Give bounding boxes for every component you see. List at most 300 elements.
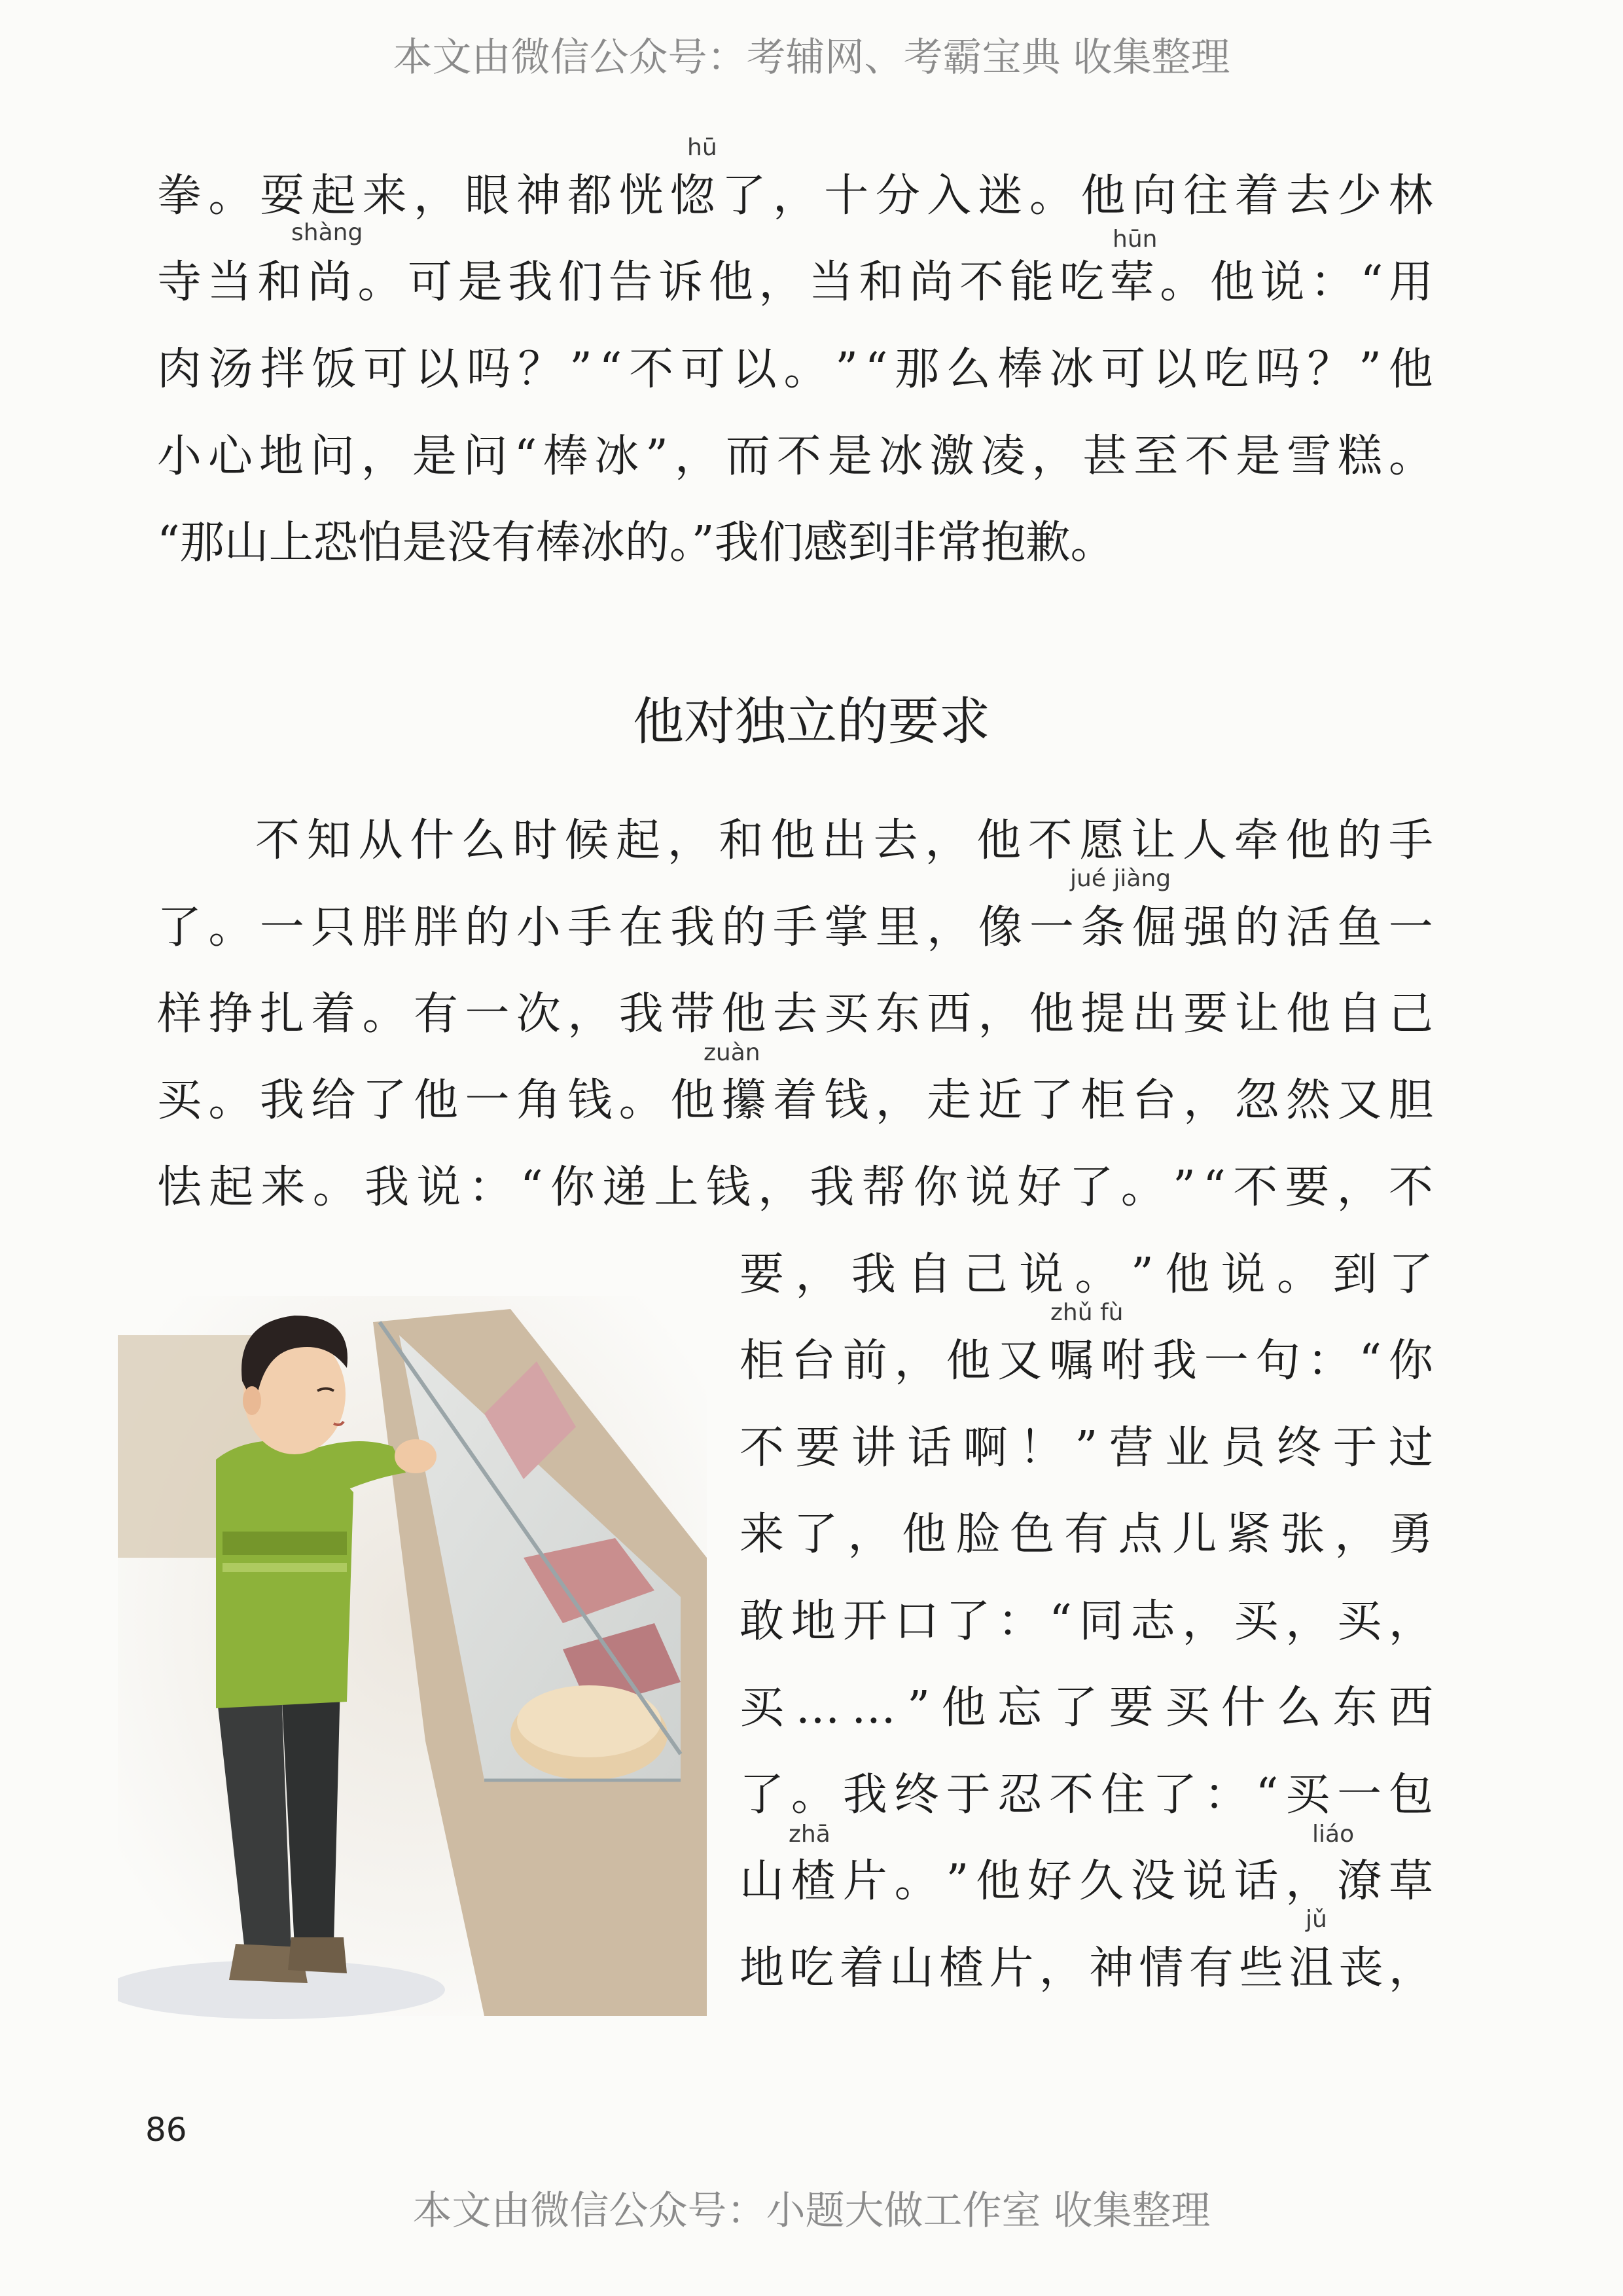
char: ，	[875, 1075, 920, 1126]
char: 草	[1388, 1856, 1433, 1907]
char: 时	[512, 815, 558, 867]
char: 忍	[997, 1769, 1043, 1821]
char: ，	[1336, 1162, 1382, 1213]
char: 山	[740, 1856, 785, 1907]
char: 扎	[259, 988, 304, 1040]
char: 张	[1280, 1509, 1325, 1560]
char: 用	[1388, 257, 1433, 308]
char: 条	[1080, 902, 1126, 954]
char: 帮	[861, 1162, 906, 1213]
char: 要	[740, 1249, 785, 1300]
char: 问	[310, 431, 355, 482]
char: 西	[1388, 1682, 1433, 1734]
char: 去	[772, 988, 817, 1040]
char: 了	[1152, 1769, 1197, 1821]
text-line-19	[740, 1936, 1433, 2001]
char: ”	[1359, 344, 1382, 395]
char: 要	[795, 1422, 840, 1474]
char: 神	[516, 170, 561, 222]
char: 你	[550, 1162, 595, 1213]
char: 上	[654, 1162, 699, 1213]
char: 他	[670, 1075, 715, 1126]
char: 。	[208, 170, 253, 222]
pinyin-hun: hūn	[1113, 226, 1158, 253]
char: “	[865, 344, 888, 395]
char: 次	[516, 988, 561, 1040]
char: 来	[740, 1509, 785, 1560]
char: 小	[516, 902, 561, 954]
char: 又	[1337, 1075, 1382, 1126]
char: 尚	[307, 257, 352, 308]
char: 能	[1009, 257, 1054, 308]
char: 一	[1029, 902, 1074, 954]
text-line-7	[157, 895, 1433, 961]
char: ”	[1075, 1422, 1098, 1474]
text-line-3	[157, 337, 1433, 403]
char: ”	[1173, 1162, 1196, 1213]
char: 棒	[543, 431, 588, 482]
char: 以	[1152, 344, 1198, 395]
char: 他	[946, 1335, 991, 1387]
char: 地	[259, 431, 304, 482]
char: 掌	[824, 902, 869, 954]
char: 激	[929, 431, 974, 482]
char: 。	[362, 988, 407, 1040]
char: 耍	[259, 170, 304, 222]
char: 少	[1337, 170, 1382, 222]
char: 自	[907, 1249, 952, 1300]
char: 一	[259, 902, 304, 954]
char: 地	[740, 1943, 785, 1994]
char: 片	[842, 1856, 887, 1907]
char: 人	[1182, 815, 1227, 867]
char: 台	[791, 1335, 836, 1387]
char: 志	[1130, 1596, 1175, 1647]
char: 带	[670, 988, 715, 1040]
char: 敢	[740, 1596, 785, 1647]
char: ，	[1388, 1943, 1433, 1994]
char: 买	[1337, 1596, 1382, 1647]
char: 东	[875, 988, 920, 1040]
char: 入	[927, 170, 972, 222]
char: 楂	[791, 1856, 836, 1907]
pinyin-ju: jǔ	[1306, 1906, 1327, 1933]
pinyin-liao: liáo	[1312, 1821, 1355, 1848]
char: 点	[1118, 1509, 1163, 1560]
char: 钱	[824, 1075, 869, 1126]
char: 话	[907, 1422, 952, 1474]
char: 拳	[157, 170, 202, 222]
char: 汤	[208, 344, 253, 395]
char: 我	[670, 902, 715, 954]
char: ，	[772, 170, 817, 222]
char: 在	[618, 902, 664, 954]
char: 了	[1069, 1162, 1114, 1213]
char: 小	[157, 431, 202, 482]
char: 前	[842, 1335, 887, 1387]
char: ，	[1182, 1596, 1227, 1647]
char: 情	[1139, 1943, 1184, 1994]
char: 吃	[789, 1943, 834, 1994]
char: 鱼	[1337, 902, 1382, 954]
text-line-17	[740, 1763, 1433, 1828]
char: 不	[255, 815, 300, 867]
char: ！	[1019, 1422, 1064, 1474]
char: 肉	[157, 344, 202, 395]
pinyin-hu: hū	[687, 134, 717, 161]
char: 去	[1285, 170, 1330, 222]
text-line-15	[740, 1589, 1433, 1655]
char: 买	[824, 988, 869, 1040]
char: 久	[1079, 1856, 1124, 1907]
char: 句	[1255, 1335, 1300, 1387]
char: 说	[1221, 1249, 1266, 1300]
char: ，	[1285, 1596, 1330, 1647]
char: 我	[842, 1769, 887, 1821]
char: 的	[721, 902, 766, 954]
char: 买	[1234, 1596, 1279, 1647]
pinyin-shang: shàng	[291, 219, 363, 246]
text-line-2	[157, 250, 1433, 315]
char: “	[1203, 1162, 1226, 1213]
char: 着	[839, 1943, 884, 1994]
char: 神	[1089, 1943, 1134, 1994]
char: ，	[1285, 1856, 1330, 1907]
char: 来	[362, 170, 407, 222]
char: 什	[410, 815, 455, 867]
char: 己	[1388, 988, 1433, 1040]
char: 没	[1130, 1856, 1175, 1907]
char: 楂	[939, 1943, 984, 1994]
char: 不	[959, 257, 1004, 308]
char: 的	[1234, 902, 1279, 954]
char: 好	[1017, 1162, 1062, 1213]
char: 告	[608, 257, 653, 308]
char: 色	[1010, 1509, 1055, 1560]
char: 勇	[1388, 1509, 1433, 1560]
char: 分	[875, 170, 920, 222]
text-line-9	[157, 1068, 1433, 1134]
char: 来	[260, 1162, 306, 1213]
char: 要	[1109, 1682, 1154, 1734]
char: 钱	[567, 1075, 613, 1126]
char: 角	[516, 1075, 561, 1126]
char: 可	[408, 257, 453, 308]
page-number: 86	[145, 2111, 187, 2149]
text-line-6	[255, 808, 1433, 874]
text-line-14	[740, 1502, 1433, 1568]
char: 而	[725, 431, 770, 482]
char: 。	[1029, 170, 1074, 222]
text-line-11	[740, 1242, 1433, 1308]
char: 买	[1165, 1682, 1210, 1734]
char: 些	[1238, 1943, 1283, 1994]
char: 活	[1285, 902, 1330, 954]
char: 于	[1332, 1422, 1378, 1474]
char: 拌	[260, 344, 305, 395]
char: 挣	[208, 988, 253, 1040]
char: ”	[569, 344, 592, 395]
char: 林	[1388, 170, 1433, 222]
char: ，	[927, 902, 972, 954]
char: 当	[207, 257, 252, 308]
char: 要	[1285, 1162, 1330, 1213]
char: 和	[859, 257, 904, 308]
char: “	[599, 344, 622, 395]
char: 可	[1101, 344, 1146, 395]
char: 向	[1132, 170, 1177, 222]
char: 冰	[594, 431, 639, 482]
char: 不	[1185, 431, 1230, 482]
char: “	[1255, 1769, 1279, 1821]
char: 丧	[1338, 1943, 1383, 1994]
char: 。	[791, 1769, 836, 1821]
text-line-12	[740, 1329, 1433, 1394]
char: 终	[1276, 1422, 1321, 1474]
text-line-5	[157, 511, 1283, 576]
char: 一	[465, 988, 510, 1040]
char: 起	[616, 815, 661, 867]
char: 。	[1075, 1249, 1120, 1300]
char: 他	[1080, 170, 1126, 222]
char: 包	[1388, 1769, 1433, 1821]
char: 起	[209, 1162, 254, 1213]
char: 了	[1029, 1075, 1074, 1126]
char: ？	[1307, 344, 1352, 395]
char: 是	[1236, 431, 1281, 482]
char: 不	[1388, 1162, 1433, 1213]
char: 。	[618, 1075, 664, 1126]
char: 你	[1388, 1335, 1433, 1387]
char: 和	[719, 815, 764, 867]
char: ，	[414, 170, 459, 222]
char: 棒	[997, 344, 1043, 395]
char: 住	[1101, 1769, 1146, 1821]
char: 诉	[658, 257, 704, 308]
char: 。	[1160, 257, 1205, 308]
char: ，	[894, 1335, 939, 1387]
char: ，	[674, 431, 719, 482]
char: ”	[1130, 1249, 1154, 1300]
char: 啊	[963, 1422, 1008, 1474]
watermark-bottom: 本文由微信公众号：小题大做工作室 收集整理	[412, 2188, 1211, 2234]
text-line-8	[157, 982, 1433, 1047]
char: 忽	[1234, 1075, 1279, 1126]
section-title: 他对独立的要求	[632, 692, 990, 751]
char: 话	[1234, 1856, 1279, 1907]
watermark-top: 本文由微信公众号：考辅网、考霸宝典 收集整理	[393, 35, 1230, 81]
char: 眼	[465, 170, 510, 222]
char: 不	[740, 1422, 785, 1474]
char: 不	[776, 431, 821, 482]
pinyin-juejiang: jué jiàng	[1070, 865, 1171, 892]
char: 从	[358, 815, 403, 867]
char: 说	[416, 1162, 461, 1213]
char: 买	[1285, 1769, 1330, 1821]
char: 迷	[978, 170, 1023, 222]
char: 终	[894, 1769, 939, 1821]
char: 胖	[414, 902, 459, 954]
char: 出	[1132, 988, 1177, 1040]
char: 业	[1165, 1422, 1210, 1474]
char: ”	[907, 1682, 931, 1734]
char: 我	[810, 1162, 855, 1213]
char: 凌	[980, 431, 1026, 482]
char: 以	[732, 344, 777, 395]
char: 让	[1131, 815, 1176, 867]
char: 了	[157, 902, 202, 954]
line-text: “那山上恐怕是没有棒冰的。”我们感到非常抱歉。	[157, 517, 1115, 569]
char: 心	[207, 431, 253, 482]
char: ，	[361, 431, 406, 482]
char: 强	[1183, 902, 1228, 954]
char: 他	[721, 988, 766, 1040]
char: 我	[851, 1249, 896, 1300]
char: 可	[680, 344, 725, 395]
pinyin-zuan: zuàn	[704, 1039, 760, 1066]
char: 的	[465, 902, 510, 954]
char: ：	[1307, 1335, 1352, 1387]
char: 他	[976, 1856, 1021, 1907]
char: 都	[567, 170, 613, 222]
char: 忘	[997, 1682, 1042, 1734]
char: 么	[946, 344, 991, 395]
char: 去	[873, 815, 918, 867]
char: 们	[558, 257, 603, 308]
char: 至	[1133, 431, 1179, 482]
char: 台	[1132, 1075, 1177, 1126]
char: 柜	[1080, 1075, 1126, 1126]
char: 么	[461, 815, 506, 867]
char: 他	[976, 815, 1022, 867]
char: 说	[1260, 257, 1305, 308]
char: 和	[257, 257, 302, 308]
char: 倔	[1132, 902, 1177, 954]
char: 。	[1388, 431, 1433, 482]
char: 同	[1079, 1596, 1124, 1647]
char: 给	[311, 1075, 356, 1126]
char: ？	[518, 344, 563, 395]
char: 吗	[1255, 344, 1300, 395]
char: ，	[1039, 1943, 1084, 1994]
char: 好	[1027, 1856, 1072, 1907]
char: 一	[465, 1075, 510, 1126]
char: 东	[1332, 1682, 1378, 1734]
char: 。	[208, 1075, 253, 1126]
char: 甚	[1082, 431, 1128, 482]
char: 什	[1221, 1682, 1266, 1734]
char: ”	[645, 431, 668, 482]
char: 么	[1277, 1682, 1322, 1734]
char: 愿	[1079, 815, 1124, 867]
char: ，	[1183, 1075, 1228, 1126]
char: 冰	[1049, 344, 1094, 395]
char: ，	[667, 815, 712, 867]
char: 地	[791, 1596, 836, 1647]
char: ，	[1334, 1509, 1380, 1560]
char: 。	[208, 902, 253, 954]
char: 寺	[157, 257, 202, 308]
char: 讲	[851, 1422, 896, 1474]
char: 。	[783, 344, 829, 395]
char: 。	[1120, 1162, 1166, 1213]
char: 是	[827, 431, 872, 482]
char: ：	[1204, 1769, 1249, 1821]
char: 他	[414, 1075, 459, 1126]
char: 吗	[466, 344, 511, 395]
char: 手	[567, 902, 613, 954]
char: 出	[821, 815, 866, 867]
char: 不	[629, 344, 674, 395]
char: 他	[901, 1509, 946, 1560]
char: 样	[157, 988, 202, 1040]
char: 然	[1285, 1075, 1330, 1126]
char: 吃	[1204, 344, 1249, 395]
char: ”	[946, 1856, 969, 1907]
char: 有	[1063, 1509, 1109, 1560]
char: 手	[1388, 815, 1433, 867]
char: 只	[311, 902, 356, 954]
char: 他	[770, 815, 815, 867]
char: ，	[567, 988, 613, 1040]
char: 了	[740, 1769, 785, 1821]
char: 紧	[1226, 1509, 1271, 1560]
char: 以	[414, 344, 459, 395]
char: 不	[1049, 1769, 1094, 1821]
char: 又	[997, 1335, 1043, 1387]
char: 不	[1027, 815, 1073, 867]
char: 说	[1019, 1249, 1064, 1300]
char: 走	[927, 1075, 972, 1126]
char: 钱	[705, 1162, 751, 1213]
char: ，	[758, 257, 804, 308]
char: “	[1049, 1596, 1072, 1647]
char: 他	[941, 1682, 986, 1734]
char: 糕	[1338, 431, 1383, 482]
char: 员	[1221, 1422, 1266, 1474]
text-line-4	[157, 424, 1433, 490]
text-line-18	[740, 1849, 1433, 1914]
char: 了	[362, 1075, 407, 1126]
char: 自	[1337, 988, 1382, 1040]
char: 当	[808, 257, 853, 308]
char: 开	[842, 1596, 887, 1647]
char: 惚	[670, 170, 715, 222]
char: 十	[824, 170, 869, 222]
char: 说	[1182, 1856, 1227, 1907]
char: 着	[1234, 170, 1279, 222]
char: 了	[1053, 1682, 1098, 1734]
char: 胆	[1388, 1075, 1433, 1126]
char: 候	[564, 815, 609, 867]
char: 的	[1337, 815, 1382, 867]
pinyin-zha: zhā	[789, 1821, 830, 1848]
char: 有	[414, 988, 459, 1040]
char: 片	[989, 1943, 1034, 1994]
char: 咐	[1101, 1335, 1146, 1387]
char: ，	[795, 1249, 840, 1300]
char: 到	[1332, 1249, 1378, 1300]
char: 了	[721, 170, 766, 222]
char: “	[514, 431, 537, 482]
char: 过	[1388, 1422, 1433, 1474]
char: “	[1360, 257, 1383, 308]
char: ：	[468, 1162, 513, 1213]
char: 一	[1337, 1769, 1382, 1821]
char: 我	[259, 1075, 304, 1126]
char: 买	[157, 1075, 202, 1126]
char: 雪	[1287, 431, 1332, 482]
